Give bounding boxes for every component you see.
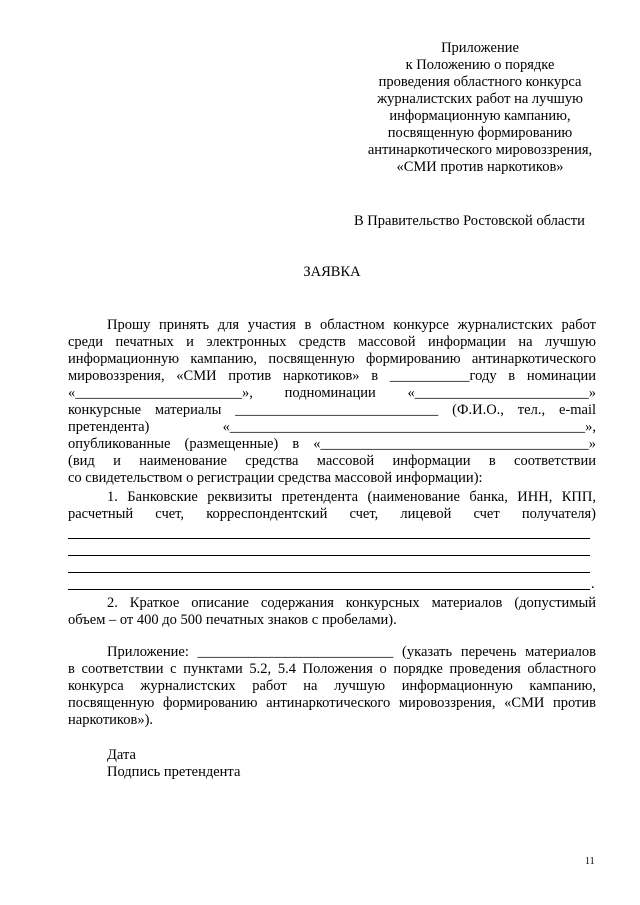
body-line: расчетный счет, корреспондентский счет, лицевой счет получателя) (68, 506, 596, 522)
body-line: (вид и наименование средства массовой информации в соответствии (68, 453, 596, 469)
appendix-line: журналистских работ на лучшую (377, 91, 583, 107)
body-line: Прошу принять для участия в областном конкурсе журналистских работ (107, 317, 596, 333)
document-title: ЗАЯВКА (303, 264, 361, 280)
attachment-line: наркотиков»). (68, 712, 154, 728)
date-label: Дата (107, 747, 136, 763)
appendix-line: информационную кампанию, (389, 108, 571, 124)
blank-line (68, 589, 590, 590)
appendix-line: Приложение (441, 40, 519, 56)
blank-line (68, 538, 590, 539)
addressee: В Правительство Ростовской области (354, 213, 585, 229)
attachment-line: Приложение: ___________________________ (указать перечень материалов (107, 644, 596, 660)
appendix-line: антинаркотического мировоззрения, (367, 142, 593, 158)
body-line: среди печатных и электронных средств массовой информации на лучшую (68, 334, 596, 350)
body-line: 1. Банковские реквизиты претендента (наименование банка, ИНН, КПП, (107, 489, 596, 505)
blank-line (68, 555, 590, 556)
attachment-line: конкурса журналистских работ на лучшую информационную кампанию, (68, 678, 596, 694)
body-line: мировоззрения, «СМИ против наркотиков» в ___________году в номинации (68, 368, 596, 384)
item2-line: 2. Краткое описание содержания конкурсных материалов (допустимый (107, 595, 596, 611)
body-line: опубликованные (размещенные) в «_____________________________________» (68, 436, 596, 452)
attachment-line: в соответствии с пунктами 5.2, 5.4 Положения о порядке проведения областного (68, 661, 596, 677)
body-line: «_______________________», подноминации «________________________» (68, 385, 596, 401)
body-line: претендента) «_________________________________________________», (68, 419, 596, 435)
signature-label: Подпись претендента (107, 764, 241, 780)
attachment-line: посвященную формированию антинаркотического мировоззрения, «СМИ против (68, 695, 596, 711)
body-line: со свидетельством о регистрации средства массовой информации): (68, 470, 483, 486)
body-line: конкурсные материалы ____________________________ (Ф.И.О., тел., e-mail (68, 402, 596, 418)
body-line: информационную кампанию, посвященную формированию антинаркотического (68, 351, 596, 367)
appendix-line: к Положению о порядке (405, 57, 555, 73)
appendix-line: посвященную формированию (387, 125, 573, 141)
appendix-line: проведения областного конкурса (378, 74, 582, 90)
appendix-line: «СМИ против наркотиков» (396, 159, 564, 175)
blank-line (68, 572, 590, 573)
item2-line: объем – от 400 до 500 печатных знаков с пробелами). (68, 612, 397, 628)
blank-end-period: . (591, 576, 595, 592)
page-number: 11 (585, 856, 595, 867)
